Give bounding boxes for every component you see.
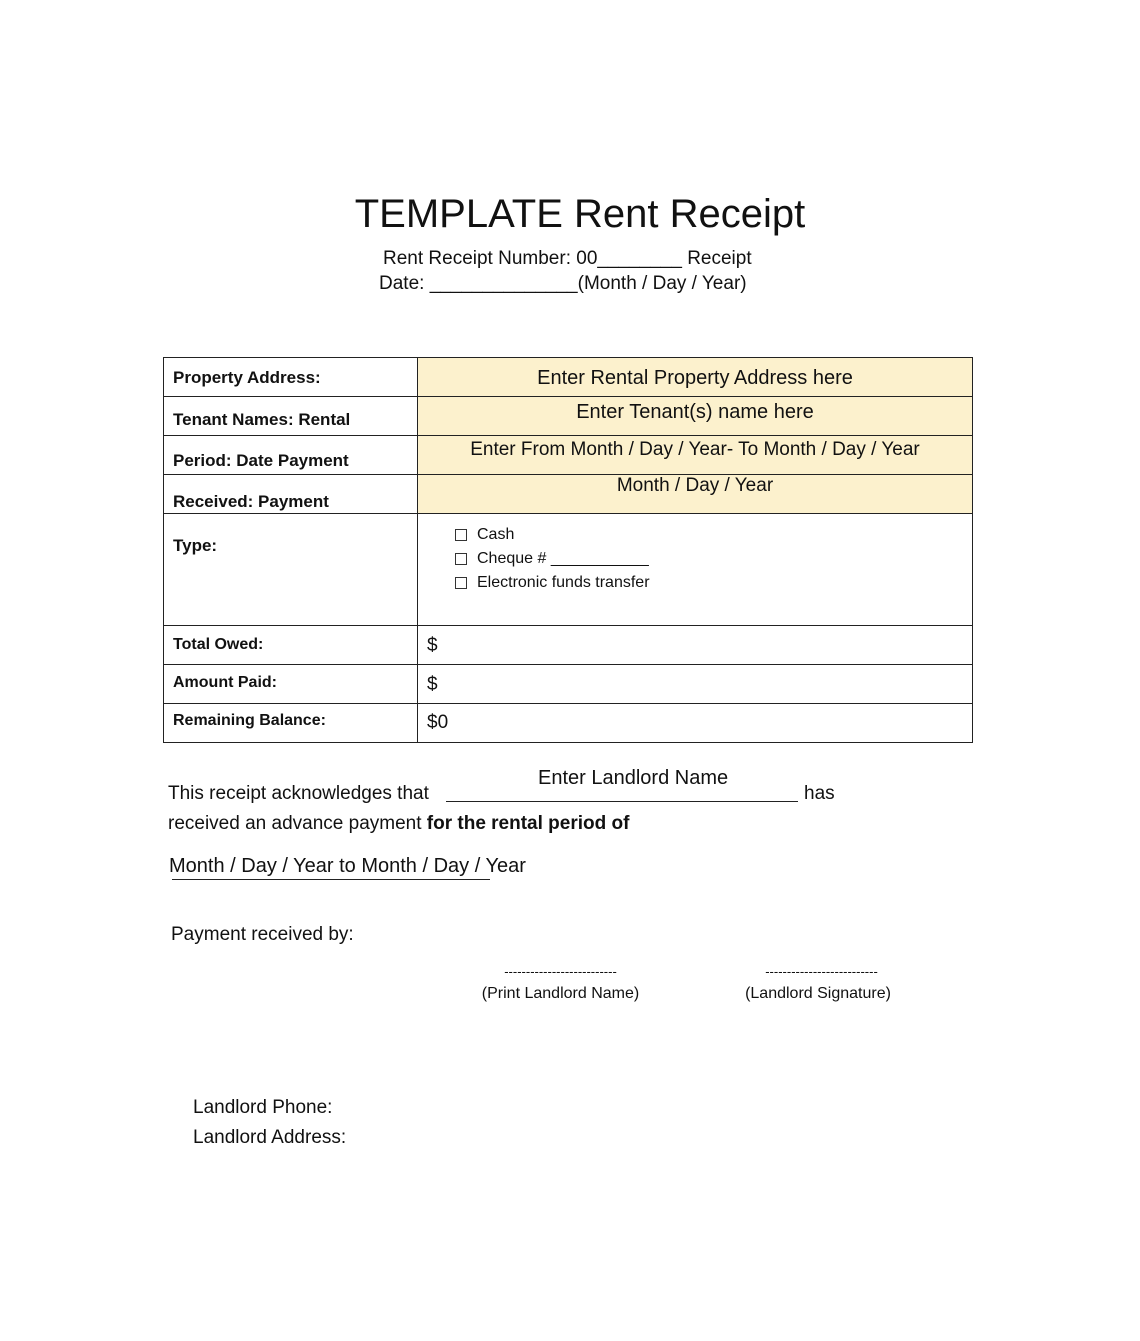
rental-period-value: Enter From Month / Day / Year- To Month / Day / Year	[470, 439, 920, 460]
remaining-balance-value: $0	[427, 712, 449, 733]
signature-caption: (Landlord Signature)	[745, 985, 891, 1002]
payment-option-eft[interactable]	[455, 571, 972, 595]
rental-period-field[interactable]	[418, 436, 973, 475]
payment-option-cash[interactable]	[455, 523, 972, 547]
landlord-phone-label: Landlord Phone:	[193, 1097, 333, 1118]
amount-paid-label-cell	[164, 665, 418, 704]
landlord-address-label: Landlord Address:	[193, 1127, 347, 1148]
remaining-balance-label: Remaining Balance:	[173, 712, 326, 729]
period-label: Period: Date Payment	[173, 451, 349, 470]
total-owed-field[interactable]	[418, 626, 973, 665]
rental-period-text: for the rental period of	[426, 813, 630, 834]
landlord-name-underline	[446, 801, 798, 802]
remaining-label-cell	[164, 704, 418, 743]
total-owed-value: $	[427, 635, 438, 656]
checkbox[interactable]	[455, 553, 467, 565]
amount-paid-value: $	[427, 674, 438, 695]
rental-period-underline	[172, 879, 490, 880]
checkbox[interactable]	[455, 529, 467, 541]
received-label: Received: Payment	[173, 492, 329, 511]
payment-option-label: Cash	[477, 526, 515, 543]
payment-date-field[interactable]	[418, 475, 973, 514]
tenant-names-label: Tenant Names: Rental	[173, 410, 351, 429]
total-owed-label-cell	[164, 626, 418, 665]
acknowledgement-line-2	[168, 812, 629, 836]
property-address-value: Enter Rental Property Address here	[537, 367, 853, 389]
advance-payment-text: received an advance payment	[168, 813, 422, 834]
page-title: TEMPLATE Rent Receipt	[354, 192, 806, 236]
property-address-field[interactable]	[418, 358, 973, 397]
acknowledgement-suffix	[804, 782, 835, 806]
total-owed-label: Total Owed:	[173, 636, 264, 653]
payment-option-cheque[interactable]	[455, 547, 972, 571]
signature-line[interactable]: --------------------------	[765, 964, 878, 979]
landlord-name-placeholder[interactable]: Enter Landlord Name	[538, 767, 729, 789]
received-label-cell	[164, 475, 418, 514]
payment-option-label: Cheque # ___________	[477, 550, 649, 567]
payment-date-value: Month / Day / Year	[616, 475, 774, 496]
tenant-names-value: Enter Tenant(s) name here	[576, 401, 814, 423]
receipt-table	[163, 357, 973, 743]
receipt-number-line: Rent Receipt Number: 00________ Receipt	[383, 248, 752, 269]
remaining-balance-field[interactable]	[418, 704, 973, 743]
payment-option-label: Electronic funds transfer	[477, 574, 650, 591]
period-label-cell	[164, 436, 418, 475]
print-name-caption: (Print Landlord Name)	[481, 985, 640, 1002]
type-label-cell	[164, 514, 418, 626]
suffix-text: has	[804, 783, 835, 804]
acknowledgement-prefix: This receipt acknowledges that	[168, 783, 429, 804]
payment-received-by-label: Payment received by:	[171, 924, 354, 945]
amount-paid-label: Amount Paid:	[173, 674, 277, 691]
print-name-line[interactable]: --------------------------	[504, 964, 617, 979]
checkbox[interactable]	[455, 577, 467, 589]
property-address-label: Property Address:	[173, 368, 321, 387]
payment-type-options	[418, 514, 973, 626]
amount-paid-field[interactable]	[418, 665, 973, 704]
tenant-label-cell	[164, 397, 418, 436]
rental-period-dates[interactable]: Month / Day / Year to Month / Day / Year	[169, 855, 526, 877]
receipt-date-line: Date: ______________(Month / Day / Year)	[379, 273, 747, 294]
property-address-label-cell	[164, 358, 418, 397]
tenant-names-field[interactable]	[418, 397, 973, 436]
payment-type-label: Type:	[173, 536, 218, 555]
